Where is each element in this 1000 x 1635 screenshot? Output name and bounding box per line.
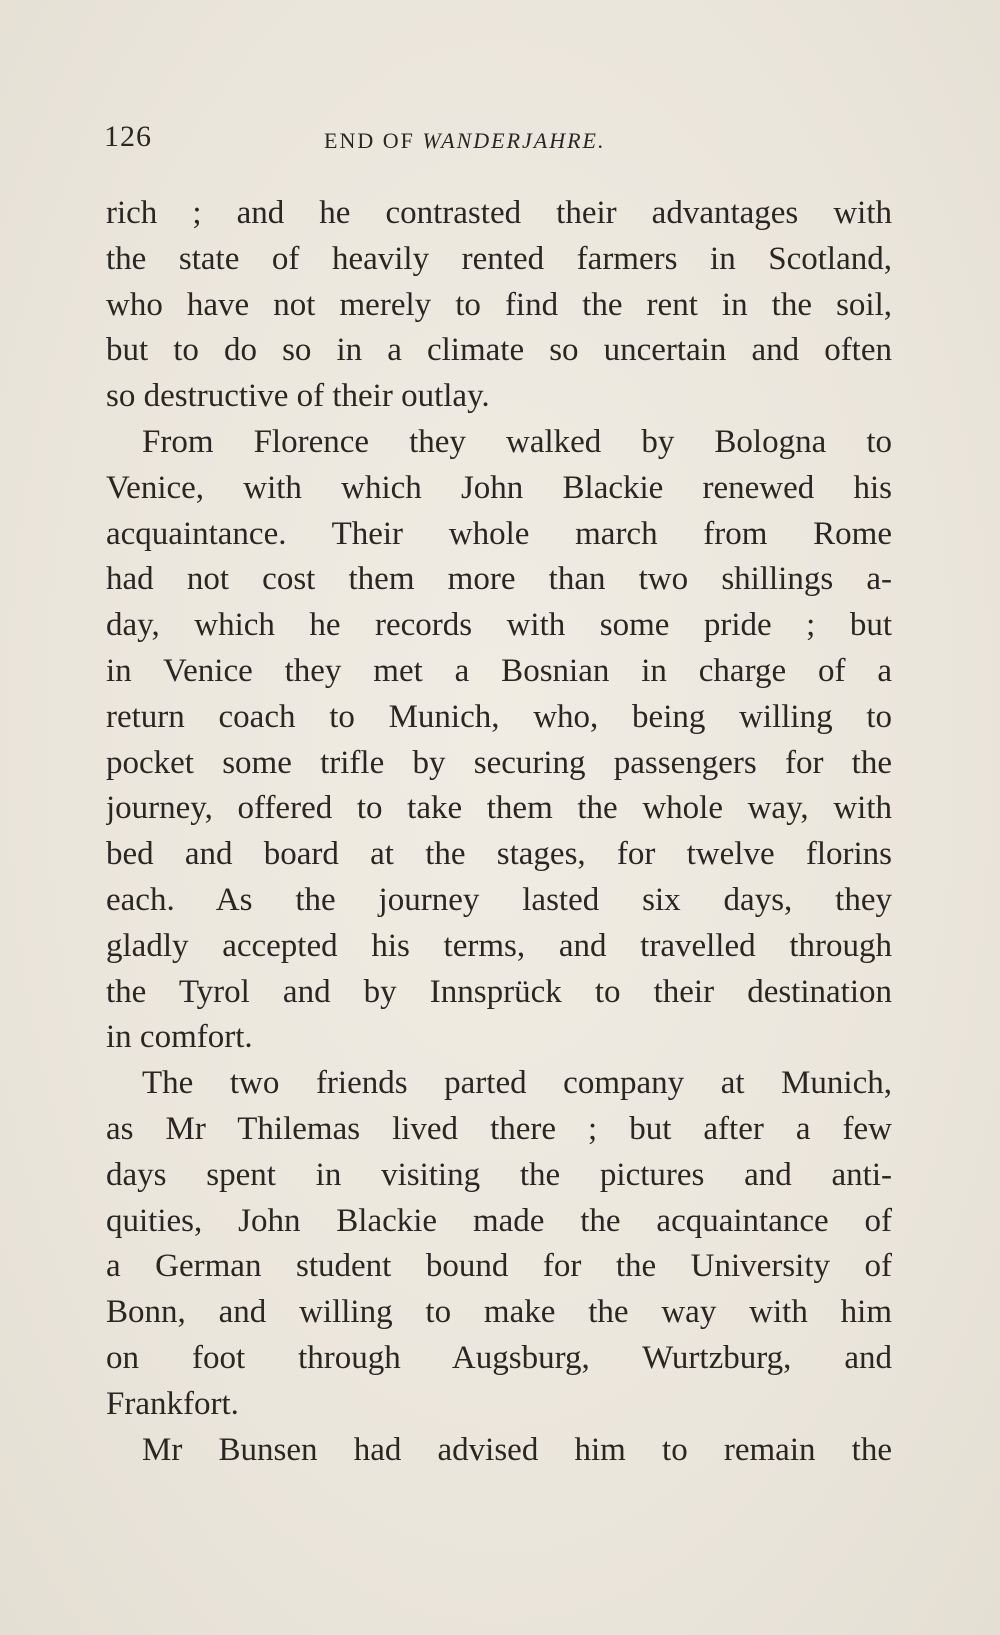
text-line: so destructive of their outlay. [106, 378, 490, 415]
text-line: pocket some trifle by securing passengers for the [106, 744, 892, 781]
text-line: in Venice they met a Bosnian in charge of a [106, 652, 892, 689]
running-head-prefix: END OF [324, 128, 415, 153]
text-line: Venice, with which John Blackie renewed his [106, 469, 892, 506]
text-line: journey, offered to take them the whole way, with [106, 790, 892, 827]
running-head [324, 128, 605, 154]
text-line: The two friends parted company at Munich, [142, 1065, 892, 1102]
text-line: gladly accepted his terms, and travelled through [106, 927, 892, 964]
page-number: 126 [104, 120, 152, 153]
body-text [106, 191, 892, 1473]
text-line: days spent in visiting the pictures and anti- [106, 1156, 892, 1193]
text-line: From Florence they walked by Bologna to [142, 423, 892, 460]
running-head-title: WANDERJAHRE. [422, 128, 606, 153]
text-line: the Tyrol and by Innsprück to their destination [106, 973, 892, 1010]
text-line: bed and board at the stages, for twelve florins [106, 836, 892, 873]
text-line: return coach to Munich, who, being willing to [106, 698, 892, 735]
text-line: who have not merely to find the rent in the soil, [106, 286, 892, 323]
text-line: but to do so in a climate so uncertain and often [106, 332, 892, 369]
text-line: acquaintance. Their whole march from Rome [106, 515, 892, 552]
text-line: Bonn, and willing to make the way with him [106, 1294, 892, 1331]
text-line: each. As the journey lasted six days, they [106, 881, 892, 918]
text-line: had not cost them more than two shillings a- [106, 561, 892, 598]
text-line: day, which he records with some pride ; but [106, 607, 892, 644]
page-header [104, 120, 894, 160]
text-line: Mr Bunsen had advised him to remain the [142, 1431, 892, 1468]
text-line: the state of heavily rented farmers in Scotland, [106, 240, 892, 277]
text-line: in comfort. [106, 1019, 253, 1056]
text-line: a German student bound for the University of [106, 1248, 892, 1285]
text-line: on foot through Augsburg, Wurtzburg, and [106, 1339, 892, 1376]
text-line: quities, John Blackie made the acquaintance of [106, 1202, 892, 1239]
text-line: as Mr Thilemas lived there ; but after a few [106, 1110, 892, 1147]
text-line: rich ; and he contrasted their advantages with [106, 195, 892, 231]
text-line: Frankfort. [106, 1385, 239, 1422]
